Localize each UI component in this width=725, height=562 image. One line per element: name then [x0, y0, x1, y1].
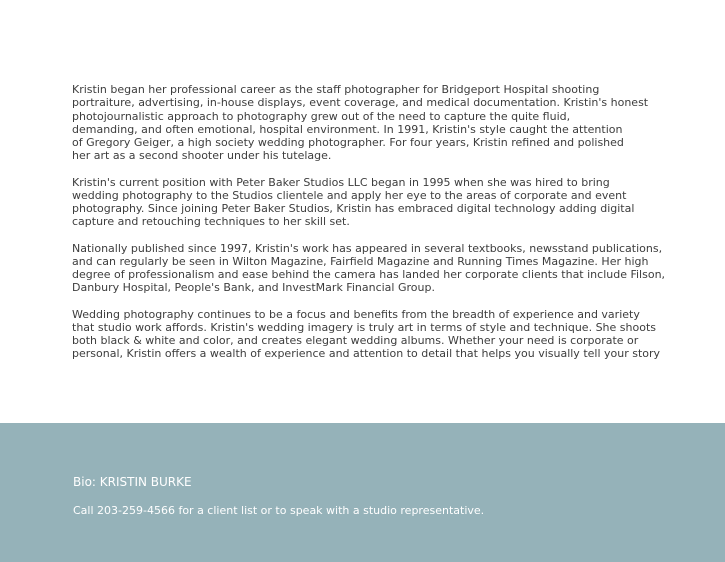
- bio-line: photography. Since joining Peter Baker Studios, Kristin has embraced digital technology adding digital: [72, 202, 635, 215]
- footer-title: Bio: KRISTIN BURKE: [73, 475, 192, 489]
- bio-line: of Gregory Geiger, a high society wedding photographer. For four years, Kristin refined and polished: [72, 136, 624, 149]
- bio-line: photojournalistic approach to photography grew out of the need to capture the quite fluid,: [72, 109, 571, 123]
- bio-line: her art as a second shooter under his tutelage.: [72, 149, 332, 163]
- bio-paragraph-1: [72, 83, 672, 163]
- bio-line: and can regularly be seen in Wilton Magazine, Fairfield Magazine and Running Times Magazine. Her high: [72, 254, 649, 268]
- bio-line: Nationally published since 1997, Kristin's work has appeared in several textbooks, newsstand publications,: [72, 241, 663, 255]
- bio-paragraph-3: [72, 242, 672, 295]
- bio-line: Kristin's current position with Peter Baker Studios LLC began in 1995 when she was hired to bring: [72, 175, 610, 189]
- bio-line: portraiture, advertising, in-house displays, event coverage, and medical documentation. Kristin's honest: [72, 96, 649, 110]
- bio-line: wedding photography to the Studios clientele and apply her eye to the areas of corporate and event: [72, 188, 627, 202]
- bio-line: that studio work affords. Kristin's wedding imagery is truly art in terms of style and technique. She shoots: [72, 320, 656, 334]
- bio-content: [72, 83, 672, 374]
- bio-line: capture and retouching techniques to her skill set.: [72, 215, 350, 229]
- bio-paragraph-4: [72, 308, 672, 361]
- bio-paragraph-2: [72, 176, 672, 229]
- bio-line: personal, Kristin offers a wealth of experience and attention to detail that helps you visually tell your story: [72, 347, 661, 361]
- bio-line: degree of professionalism and ease behind the camera has landed her corporate clients that include Filson,: [72, 268, 666, 281]
- bio-line: both black & white and color, and creates elegant wedding albums. Whether your need is corporate or: [72, 334, 639, 347]
- bio-line: Wedding photography continues to be a focus and benefits from the breadth of experience and variety: [72, 307, 640, 321]
- bio-line: demanding, and often emotional, hospital environment. In 1991, Kristin's style caught the attention: [72, 122, 623, 136]
- footer: [0, 423, 725, 562]
- bio-line: Kristin began her professional career as the staff photographer for Bridgeport Hospital shooting: [72, 83, 600, 96]
- footer-contact-text: Call 203-259-4566 for a client list or to speak with a studio representative.: [73, 504, 485, 517]
- bio-line: Danbury Hospital, People's Bank, and InvestMark Financial Group.: [72, 281, 435, 295]
